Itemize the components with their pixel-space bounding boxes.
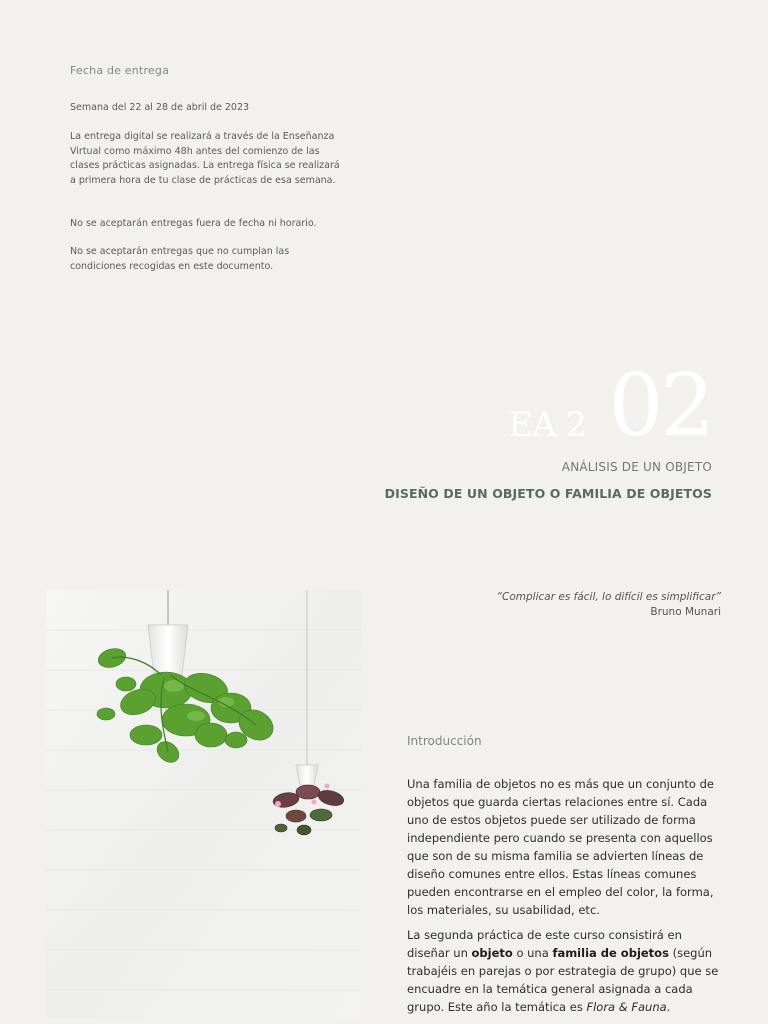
intro-paragraph-1: Una familia de objetos no es más que un conjunto de objetos que guarda ciertas relaciones entre sí. Cada uno de estos objetos puede ser utilizado de forma independiente pero cuando se presenta con aquellos que son de su misma familia se advierten líneas de diseño comunes entre ellos. Estas líneas comunes pueden encontrarse en el empleo del color, la forma, los materiales, su usabilidad, etc. [407,777,714,917]
intro-paragraph-2: La segunda práctica de este curso consistirá en diseñar un objeto o una familia de objetos (según trabajéis en parejas o por estrategia de grupo) que se encuadre en la temática general asignada a cada grupo. Este año la temática es Flora & Fauna. [407,928,719,1014]
quote-author: Bruno Munari [650,606,721,618]
quote-text: “Complicar es fácil, lo difícil es simplificar” [496,591,721,603]
section-subtitle: ANÁLISIS DE UN OBJETO [561,460,712,474]
hanging-plants-photo [46,590,361,1018]
delivery-process: La entrega digital se realizará a través de la Enseñanza Virtual como máximo 48h antes del comienzo de las clases prácticas asignadas. La entrega física se realizará a primera hora de tu clase de prácticas de esa semana. [70,131,340,186]
section-number: 02 [608,356,712,456]
quote [497,590,721,620]
intro-heading: Introducción [407,734,482,748]
delivery-heading: Fecha de entrega [70,64,170,77]
delivery-no-late: No se aceptarán entregas fuera de fecha ni horario. [70,218,317,229]
delivery-week: Semana del 22 al 28 de abril de 2023 [70,102,250,113]
ea-label: EA 2 [508,405,586,445]
section-title: DISEÑO DE UN OBJETO O FAMILIA DE OBJETOS [384,486,712,501]
delivery-no-conditions: No se aceptarán entregas que no cumplan las condiciones recogidas en este documento. [70,246,290,272]
